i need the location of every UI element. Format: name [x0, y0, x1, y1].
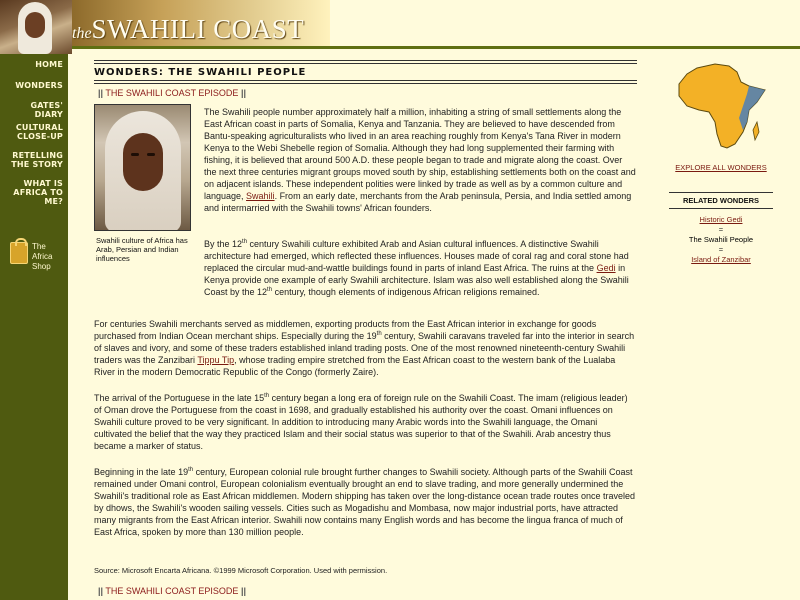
equals-separator: =: [718, 245, 724, 254]
africa-map-icon[interactable]: [669, 60, 773, 156]
source-credit: Source: Microsoft Encarta Africana. ©1999 Microsoft Corporation. Used with permission.: [94, 566, 388, 575]
sidebar-item-label: AFRICA TO ME?: [13, 188, 63, 206]
sidebar-item-home[interactable]: HOME: [35, 60, 63, 69]
sidebar-item-cultural-close-up[interactable]: [0, 123, 68, 141]
shop-label-line: The: [32, 242, 46, 251]
right-column: [669, 60, 773, 265]
superscript: th: [188, 467, 194, 473]
episode-nav-bottom: [94, 582, 637, 599]
related-swahili-people: The Swahili People: [688, 235, 754, 244]
equals-separator: =: [718, 225, 724, 234]
swahili-link[interactable]: Swahili: [246, 191, 275, 201]
main-content: [94, 60, 637, 596]
africa-shop-link[interactable]: [10, 240, 68, 270]
superscript: th: [242, 239, 248, 245]
header-portrait-image: [0, 0, 72, 54]
related-item: [669, 215, 773, 225]
explore-all-wonders-link[interactable]: EXPLORE ALL WONDERS: [675, 163, 767, 172]
superscript: th: [267, 287, 273, 293]
shop-label-line: Shop: [32, 262, 51, 271]
text: century, Swahili caravans traveled far into the interior in search of slaves and ivory, and some of these traders established inland trading posts. One of the most renowned nineteenth-century Swahili traders was the Zanzibari: [94, 331, 635, 365]
shop-label-line: Africa: [32, 252, 53, 261]
shop-label: [32, 242, 52, 272]
paragraph-2: [204, 238, 637, 298]
related-item: [669, 255, 773, 265]
logo-swahili-coast: SWAHILI COAST: [91, 14, 305, 44]
text: in Kenya provide one example of early Swahili architecture. Islam was also well established along the Swahili Coast by the 12: [204, 263, 629, 297]
separator: ||: [98, 88, 104, 98]
text: century Swahili culture exhibited Arab and Asian cultural influences. A distinctive Swahili architecture had emerged, which reflected these influences. Houses made of coral rag and coral stone had replaced the circular mud-and-wattle buildings found in parts of inland East Africa. The ruins at the: [204, 239, 629, 273]
article-figure: [94, 104, 194, 263]
paragraph-4: [94, 392, 637, 452]
sidebar-item-wonders[interactable]: WONDERS: [15, 81, 63, 90]
site-logo-title[interactable]: [72, 14, 304, 45]
text: century, though elements of indigenous African religions remained.: [272, 287, 540, 297]
separator: ||: [98, 586, 104, 596]
header-divider: [72, 46, 800, 49]
related-historic-gedi-link[interactable]: Historic Gedi: [699, 215, 743, 224]
gedi-link[interactable]: Gedi: [596, 263, 616, 273]
related-wonders-box: [669, 192, 773, 265]
related-wonders-title: RELATED WONDERS: [669, 192, 773, 209]
paragraph-3: [94, 318, 637, 378]
sidebar-item-label: THE STORY: [11, 160, 63, 169]
superscript: th: [264, 393, 270, 399]
text: century began a long era of foreign rule on the Swahili Coast. The imam (religious leader) of Oman drove the Portuguese from the coast in 1698, and gradually established his authority over the coast. Omani influences on Swahili culture proved to be very significant. In addition to introducing many Arabic words into the Swahili language, the Omani cultivated the belief that the way they practiced Islam and their social status was superior to that of the Swahili. Arab ancestry thus became a marker of status.: [94, 393, 628, 451]
shopping-bag-icon: [10, 242, 28, 264]
page-title: WONDERS: THE SWAHILI PEOPLE: [94, 67, 307, 78]
paragraph-1: [204, 106, 637, 214]
related-zanzibar-link[interactable]: Island of Zanzibar: [691, 255, 751, 264]
text: The arrival of the Portuguese in the late 15: [94, 393, 265, 403]
tippu-tip-link[interactable]: Tippu Tip: [197, 355, 235, 365]
separator: ||: [240, 586, 246, 596]
text: . From an early date, merchants from the Arab peninsula, Persia, and India settled among and intermarried with the Swahili towns' African founders.: [204, 191, 632, 213]
separator: ||: [240, 88, 246, 98]
sidebar-item-label: RETELLING: [12, 151, 63, 160]
text: The Swahili people number approximately half a million, inhabiting a string of small settlements along the East African coast in parts of Somalia, Kenya and Tanzania. They are believed to have descended from Bantu-speaking agriculturalists who lived in an area reaching roughly from Kenya's Tana River in modern Kenya to the Webi Shebelle region of Somalia. Although they had long supplemented their farming with fishing, it is believed that around 500 A.D. these people began to trade and migrate along the coast. Over the next three centuries migrant groups moved south by ship, establishing settlements both on the coast and on adjacent islands. These independent polities were linked by trade as well as by a common culture and language,: [204, 107, 636, 201]
sidebar-nav: [0, 54, 68, 600]
swahili-woman-photo: [94, 104, 191, 231]
text: century, European colonial rule brought further changes to Swahili society. Although parts of the Swahili Coast remained under Omani control, European colonialism eventually brought an end to slave trading, and more generally undermined the Swahili's traditional role as East African middlemen. Modern shipping has taken over the long-distance ocean trade routes once traveled by dhows, the Swahili's wooden sailing vessels. Cities such as Mogadishu and Mombasa, now major industrial ports, have attracted many migrants from the East African interior. Swahili now contains many English words and has become the lingua franca of much of East Africa, spoken by more than 130 million people.: [94, 467, 636, 537]
text: By the 12: [204, 239, 243, 249]
sidebar-item-label: WHAT IS: [23, 179, 63, 188]
text: For centuries Swahili merchants served as middlemen, exporting products from the East African interior in exchange for goods purchased from Indian Ocean merchant ships. Especially during the 19: [94, 319, 597, 341]
superscript: th: [376, 331, 382, 337]
logo-the: the: [72, 25, 92, 42]
text: , whose trading empire stretched from the East African coast to the western bank of the Lualaba River in the modern Democratic Republic of the Congo (formerly Zaire).: [94, 355, 616, 377]
sidebar-item-what-is-africa[interactable]: [0, 179, 68, 206]
sidebar-item-label: CLOSE-UP: [17, 132, 63, 141]
swahili-coast-episode-link[interactable]: THE SWAHILI COAST EPISODE: [105, 88, 239, 98]
photo-caption: Swahili culture of Africa has Arab, Persian and Indian influences: [96, 236, 188, 263]
episode-nav-top: [94, 84, 637, 101]
swahili-coast-episode-link[interactable]: THE SWAHILI COAST EPISODE: [105, 586, 239, 596]
site-header: [0, 0, 800, 54]
paragraph-5: [94, 466, 637, 538]
sidebar-item-retelling-the-story[interactable]: [0, 151, 68, 169]
text: Beginning in the late 19: [94, 467, 189, 477]
sidebar-item-gates-diary[interactable]: GATES' DIARY: [30, 101, 63, 119]
sidebar-item-label: CULTURAL: [15, 123, 63, 132]
